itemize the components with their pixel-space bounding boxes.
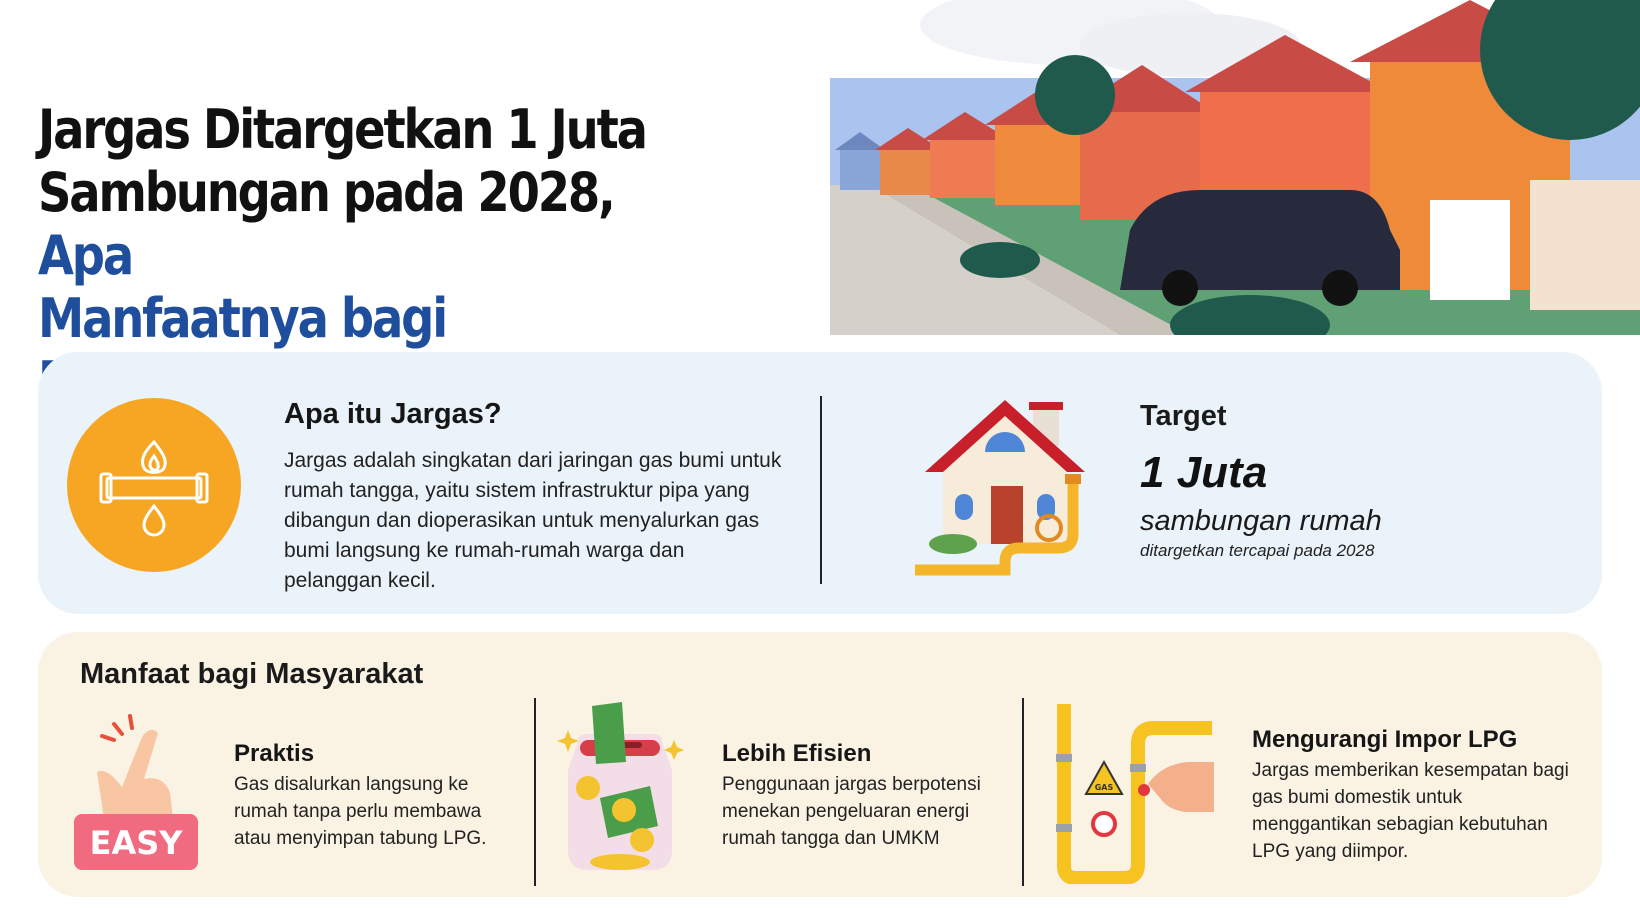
neighborhood-illustration [830,0,1640,335]
gas-valve-icon [1052,704,1222,884]
target-number: 1 Juta [1140,448,1268,497]
info-heading: Apa itu Jargas? [284,398,502,430]
title-line-2: Sambungan pada 2028, Apa [38,161,614,287]
benefit-text-praktis: Gas disalurkan langsung ke rumah tanpa perlu membawa atau menyimpan tabung LPG. [234,774,487,849]
title-accent-a: Apa [38,224,133,287]
money-jar-icon [550,702,690,878]
info-body: Jargas adalah singkatan dari jaringan gas bumi untuk rumah tangga, yaitu sistem infrastruktur pipa yang dibangun dan dioperasikan untuk menyalurkan gas bumi langsung ke rumah-rumah warga dan pelanggan kecil. [284,449,782,592]
house-pipe-icon [905,394,1105,584]
title-line-3: Manfaatnya bagi [38,287,447,350]
target-label: Target [1140,400,1227,432]
benefit-text-efisien: Penggunaan jargas berpotensi menekan pengeluaran energi rumah tangga dan UMKM [722,774,981,849]
target-unit: sambungan rumah [1140,505,1382,537]
easy-badge: EASY [89,824,183,862]
gas-warning-label: GAS [1094,783,1114,792]
title-line-1: Jargas Ditargetkan 1 Juta [38,98,646,161]
info-divider [820,396,822,584]
benefit-title-praktis: Praktis [234,740,315,767]
target-note: ditargetkan tercapai pada 2028 [1140,541,1375,560]
benefit-title-impor: Mengurangi Impor LPG [1252,726,1518,753]
easy-hand-icon [72,712,202,872]
benefit-divider-1 [534,698,536,886]
gas-pipe-icon [67,398,241,572]
benefits-heading: Manfaat bagi Masyarakat [80,658,424,690]
benefit-divider-2 [1022,698,1024,886]
benefit-text-impor: Jargas memberikan kesempatan bagi gas bumi domestik untuk menggantikan sebagian kebutuhan LPG yang diimpor. [1252,760,1569,862]
benefit-title-efisien: Lebih Efisien [722,740,872,767]
